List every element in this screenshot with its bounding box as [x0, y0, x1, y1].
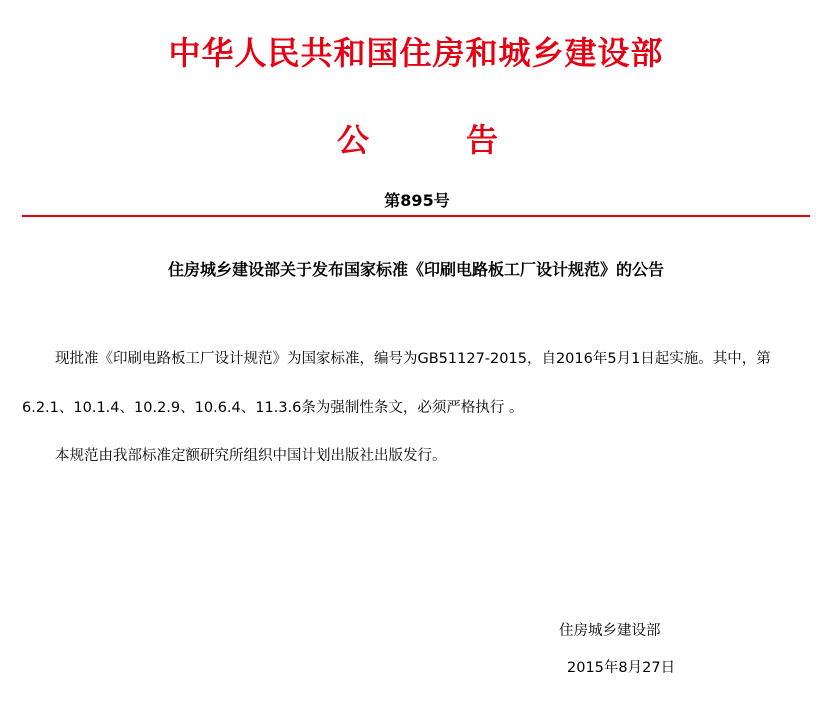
notice-subject-title: 住房城乡建设部关于发布国家标准《印刷电路板工厂设计规范》的公告: [167, 260, 664, 279]
body-paragraph-2: 本规范由我部标准定额研究所组织中国计划出版社出版发行。: [55, 448, 447, 464]
signature-issuer: 住房城乡建设部: [559, 623, 661, 639]
body-paragraph-1-line-2: 6.2.1、10.1.4、10.2.9、10.6.4、11.3.6条为强制性条文，必须严格执行 。: [22, 400, 524, 416]
header-divider: [22, 215, 810, 217]
notice-title-char-1: 公: [337, 121, 370, 159]
signature-date: 2015年8月27日: [567, 660, 676, 676]
notice-title-char-2: 告: [466, 121, 499, 159]
body-paragraph-1-line-1: 现批准《印刷电路板工厂设计规范》为国家标准，编号为GB51127-2015，自2016年5月1日起实施。其中，第: [55, 351, 771, 367]
issuer-title: 中华人民共和国住房和城乡建设部: [168, 34, 664, 72]
document-number: 第895号: [384, 191, 450, 210]
